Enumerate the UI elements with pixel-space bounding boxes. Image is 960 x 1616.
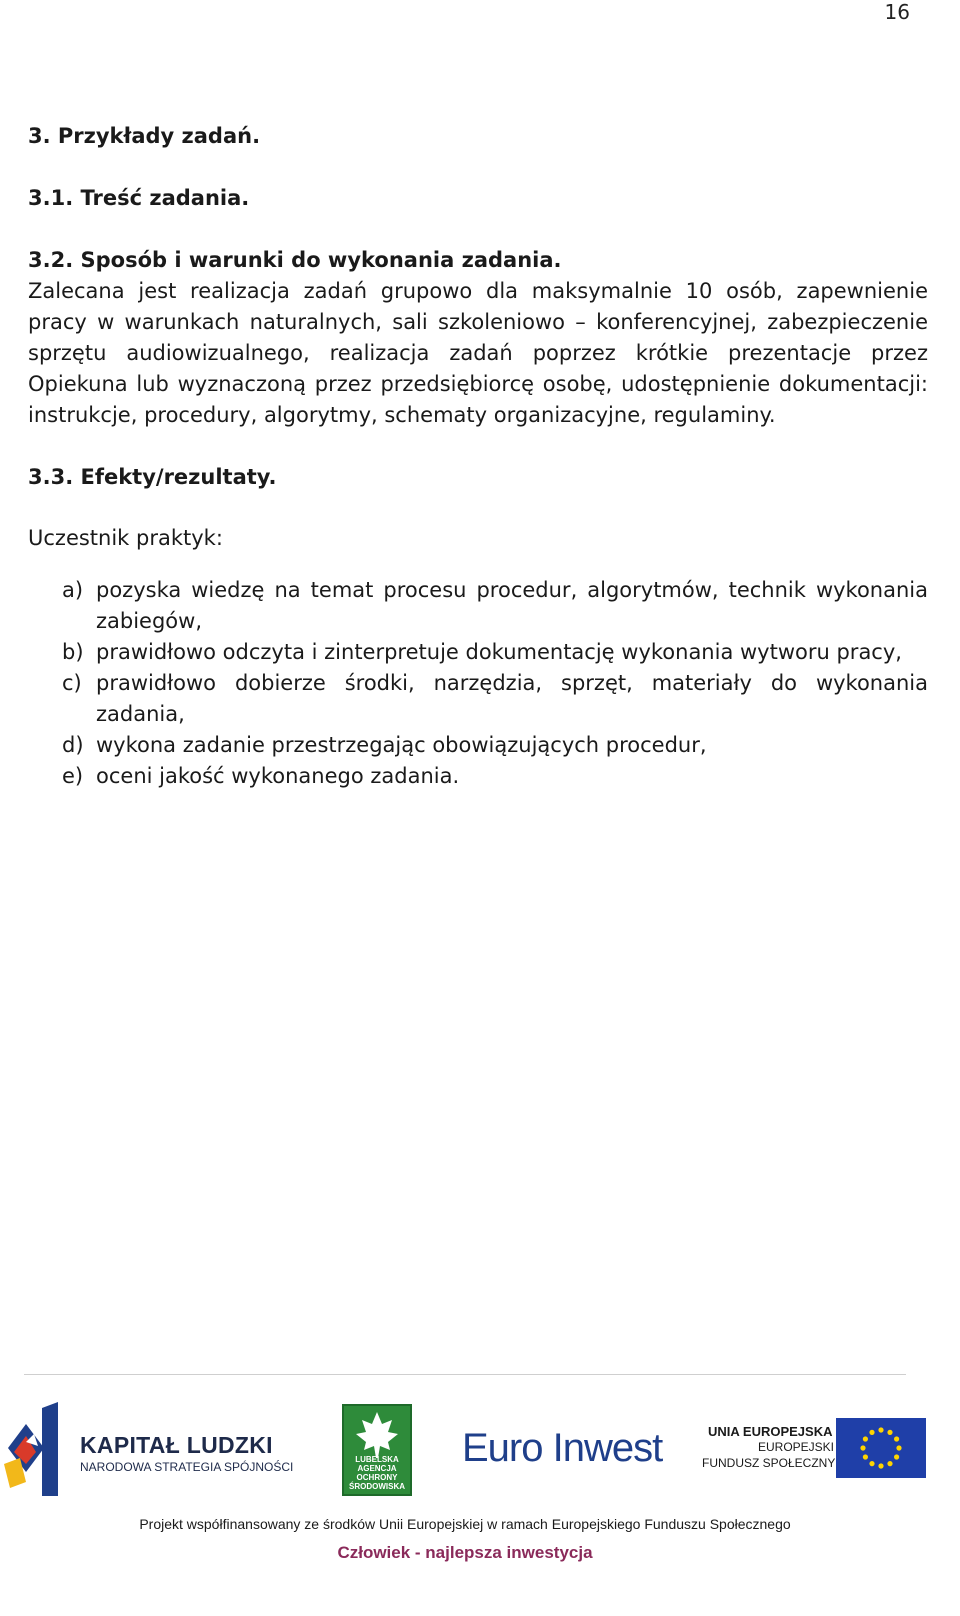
list-marker: b) <box>62 640 84 664</box>
subsection-heading-3-3: 3.3. Efekty/rezultaty. <box>28 465 277 489</box>
eu-title: UNIA EUROPEJSKA <box>708 1424 833 1439</box>
eu-subtitle-line2: EUROPEJSKI <box>758 1440 835 1454</box>
section-heading-3: 3. Przykłady zadań. <box>28 124 261 148</box>
list-item <box>28 730 928 761</box>
footer-divider <box>24 1374 906 1375</box>
list-item <box>28 668 928 730</box>
list-item-text: wykona zadanie przestrzegając obowiązujących procedur, <box>96 733 707 757</box>
agency-name: LUBELSKA AGENCJA OCHRONY ŚRODOWISKA <box>349 1455 405 1491</box>
list-item <box>28 575 928 637</box>
document-body <box>28 120 928 792</box>
list-item-text: prawidłowo dobierze środki, narzędzia, sprzęt, materiały do wykonania zadania, <box>96 671 928 726</box>
slogan: Człowiek - najlepsza inwestycja <box>337 1543 593 1562</box>
results-intro: Uczestnik praktyk: <box>28 526 223 550</box>
list-item <box>28 637 928 668</box>
kapital-ludzki-title: KAPITAŁ LUDZKI <box>80 1432 273 1458</box>
euro-inwest-logo: Euro Inwest <box>462 1426 663 1470</box>
kapital-ludzki-subtitle: NARODOWA STRATEGIA SPÓJNOŚCI <box>80 1460 294 1474</box>
list-marker: a) <box>62 578 84 602</box>
conditions-paragraph: Zalecana jest realizacja zadań grupowo dla maksymalnie 10 osób, zapewnienie pracy w warunkach naturalnych, sali szkoleniowo – konferencyjnej, zabezpieczenie sprzętu audiowizualnego, realizacja zadań poprzez krótkie prezentacje przez Opiekuna lub wyznaczoną przez przedsiębiorcę osobę, udostępnienie dokumentacji: instrukcje, procedury, algorytmy, schematy organizacyjne, regulaminy. <box>28 279 928 427</box>
list-item-text: oceni jakość wykonanego zadania. <box>96 764 460 788</box>
list-marker: c) <box>62 671 82 695</box>
kapital-ludzki-logo-icon <box>4 1402 64 1496</box>
eu-subtitle-line3: FUNDUSZ SPOŁECZNY <box>702 1456 836 1470</box>
subsection-heading-3-1: 3.1. Treść zadania. <box>28 186 250 210</box>
list-item-text: prawidłowo odczyta i zinterpretuje dokumentację wykonania wytworu pracy, <box>96 640 902 664</box>
footer-logos <box>0 1400 960 1500</box>
list-item-text: pozyska wiedzę na temat procesu procedur, algorytmów, technik wykonania zabiegów, <box>96 578 928 633</box>
page-number: 16 <box>884 0 910 24</box>
agency-logo <box>342 1404 412 1496</box>
list-item <box>28 761 928 792</box>
results-list <box>28 575 928 792</box>
list-marker: e) <box>62 764 84 788</box>
list-marker: d) <box>62 733 84 757</box>
funding-note: Projekt współfinansowany ze środków Unii Europejskiej w ramach Europejskiego Funduszu Społecznego <box>139 1516 791 1532</box>
subsection-heading-3-2: 3.2. Sposób i warunki do wykonania zadania. <box>28 248 562 272</box>
eu-flag-icon <box>836 1418 926 1478</box>
